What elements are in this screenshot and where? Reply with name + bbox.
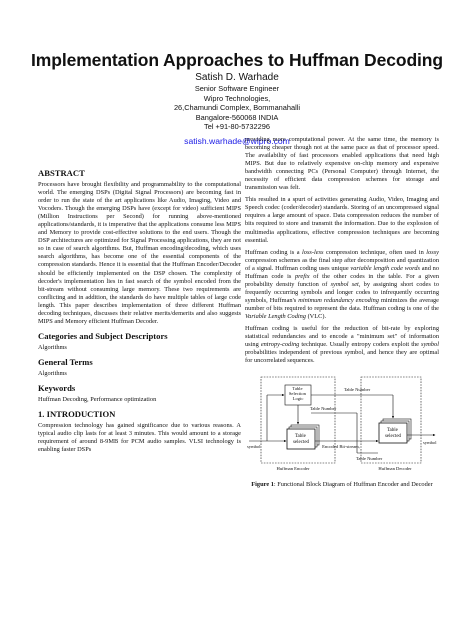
author-company: Wipro Technologies, xyxy=(203,93,271,103)
table-selected-left-box xyxy=(287,429,315,449)
categories-heading: Categories and Subject Descriptors xyxy=(38,330,168,341)
right-paragraph-1: providing more computational power. At the same time, the memory is becoming cheaper though not at the same pace as that of processor speed. The availability of fast processors enabled applications that need high MIPS. But due to relatively expensive on-chip memory and expensive bandwidth connecting PCs (Personal Computer) through Internet, the necessity of efficient data compression schemes for storage and transmission was felt. xyxy=(245,136,439,192)
symbol-output-label: symbol xyxy=(423,440,437,446)
table-selected-left-label: Table selected xyxy=(292,434,310,446)
left-column xyxy=(38,163,241,458)
table-selected-right-box xyxy=(379,423,407,443)
table-selection-logic-label: Table Selection Logic xyxy=(288,386,306,402)
general-terms-heading: General Terms xyxy=(38,356,93,367)
figure-caption: Figure 1: Functional Block Diagram of Huffman Encoder and Decoder xyxy=(251,481,433,489)
keywords-text: Huffman Decoding, Performance optimization xyxy=(38,395,157,403)
author-city: Bangalore-560068 INDIA xyxy=(195,112,279,122)
table-number-mid-label: Table Number xyxy=(309,406,337,412)
decoder-label: Huffman Decoder xyxy=(378,466,412,472)
table-number-top-label: Table Number xyxy=(343,387,371,393)
bitstream-label: Encoded Bit-stream, xyxy=(322,444,360,450)
table-number-bottom-label: Table Number xyxy=(355,456,383,462)
abstract-text: Processors have brought flexibility and programmability to the computational world. The emerging DSPs (Digital Signal Processors) are becoming fast in order to run the state of the art applications like Audio, Imaging, Video and Vocoders. Though the emerging DSPs have (except for video) sufficient MIPS (Million Instructions per Second) for running above-mentioned applications/standards, it is imperative that the applications consume less MIPS and Memory to provide cost-effective solutions to the end users. Though the DSP architectures are optimized for Signal Processing applications, they are not so in case of search algorithms. But, Huffman encoding/decoding, which uses search algorithms, has become one of the essential components of the compression standards. Hence it is essential that the Huffman Encoder/Decoder should be efficiently implemented on the DSP chosen. The complexity of decoder's implementation lies in fast search of the symbol encoded from the bit-stream without consuming large memory. These two requirements are conflicting and in addition, the standards do have multiple tables of large code length. This paper describes implementation of three different Huffman decoding techniques, discusses their relative merits/demerits and also suggests MIPS and Memory efficient Huffman Decoder. xyxy=(38,181,241,325)
huffman-block-diagram xyxy=(245,369,439,479)
author-name: Satish D. Warhade xyxy=(195,72,279,83)
general-terms-text: Algorithms xyxy=(38,369,67,377)
symbol-input-label: symbol xyxy=(247,444,261,450)
keywords-heading: Keywords xyxy=(38,382,76,393)
table-selected-right-label: Table selected xyxy=(384,428,402,440)
author-address: 26,Chamundi Complex, Bommanahalli xyxy=(173,103,301,113)
right-paragraph-3: Huffman coding is a loss-less compression technique, often used in lossy compression schemes as the final step after decomposition and quantization of a signal. Huffman coding uses unique variable length code words and no Huffman code is prefix of the other codes in the table. For a given probability density function of symbol set, by assigning short codes to frequently occurring symbols and longer codes to infrequently occurring symbols, Huffman's minimum redundancy encoding minimizes the average number of bits required to represent the data. Huffman coding is one of the Variable Length Coding (VLC). xyxy=(245,248,439,320)
right-paragraph-2: This resulted in a spurt of activities generating Audio, Video, Imaging and Speech codec (coder/decoder) standards. Storing of an uncompressed signal requires a large amount of space. Data compression reduces the number of bits required to store and transmit the information. Due to the explosion of multimedia applications, effective compression techniques are becoming essential. xyxy=(245,196,439,244)
author-title: Senior Software Engineer xyxy=(194,84,280,93)
encoder-label: Huffman Encoder xyxy=(276,466,310,472)
abstract-heading: ABSTRACT xyxy=(38,168,85,178)
introduction-heading: 1. INTRODUCTION xyxy=(38,408,116,419)
right-paragraph-4: Huffman coding is useful for the reduction of bit-rate by exploring statistical redundancies and to encode a "minimum set" of information using entropy-coding technique. Usually entropy coders exploit the symbol probabilities independent of previous symbol, and hence they are optimal for uncorrelated sequences. xyxy=(245,325,439,365)
right-column xyxy=(245,136,439,489)
paper-title: Implementation Approaches to Huffman Decoding xyxy=(31,50,443,70)
author-email-link[interactable]: satish.warhade@wipro.com xyxy=(184,135,290,146)
introduction-text: Compression technology has gained significance due to various reasons. A typical audio clip lasts for at least 3 minutes. This would amount to a storage requirement of around 8-9MB for PCM audio samples. VLSI technology is enabling faster DSPs xyxy=(38,421,241,453)
categories-text: Algorithms xyxy=(38,343,67,351)
author-phone: Tel +91-80-5732296 xyxy=(204,122,270,132)
